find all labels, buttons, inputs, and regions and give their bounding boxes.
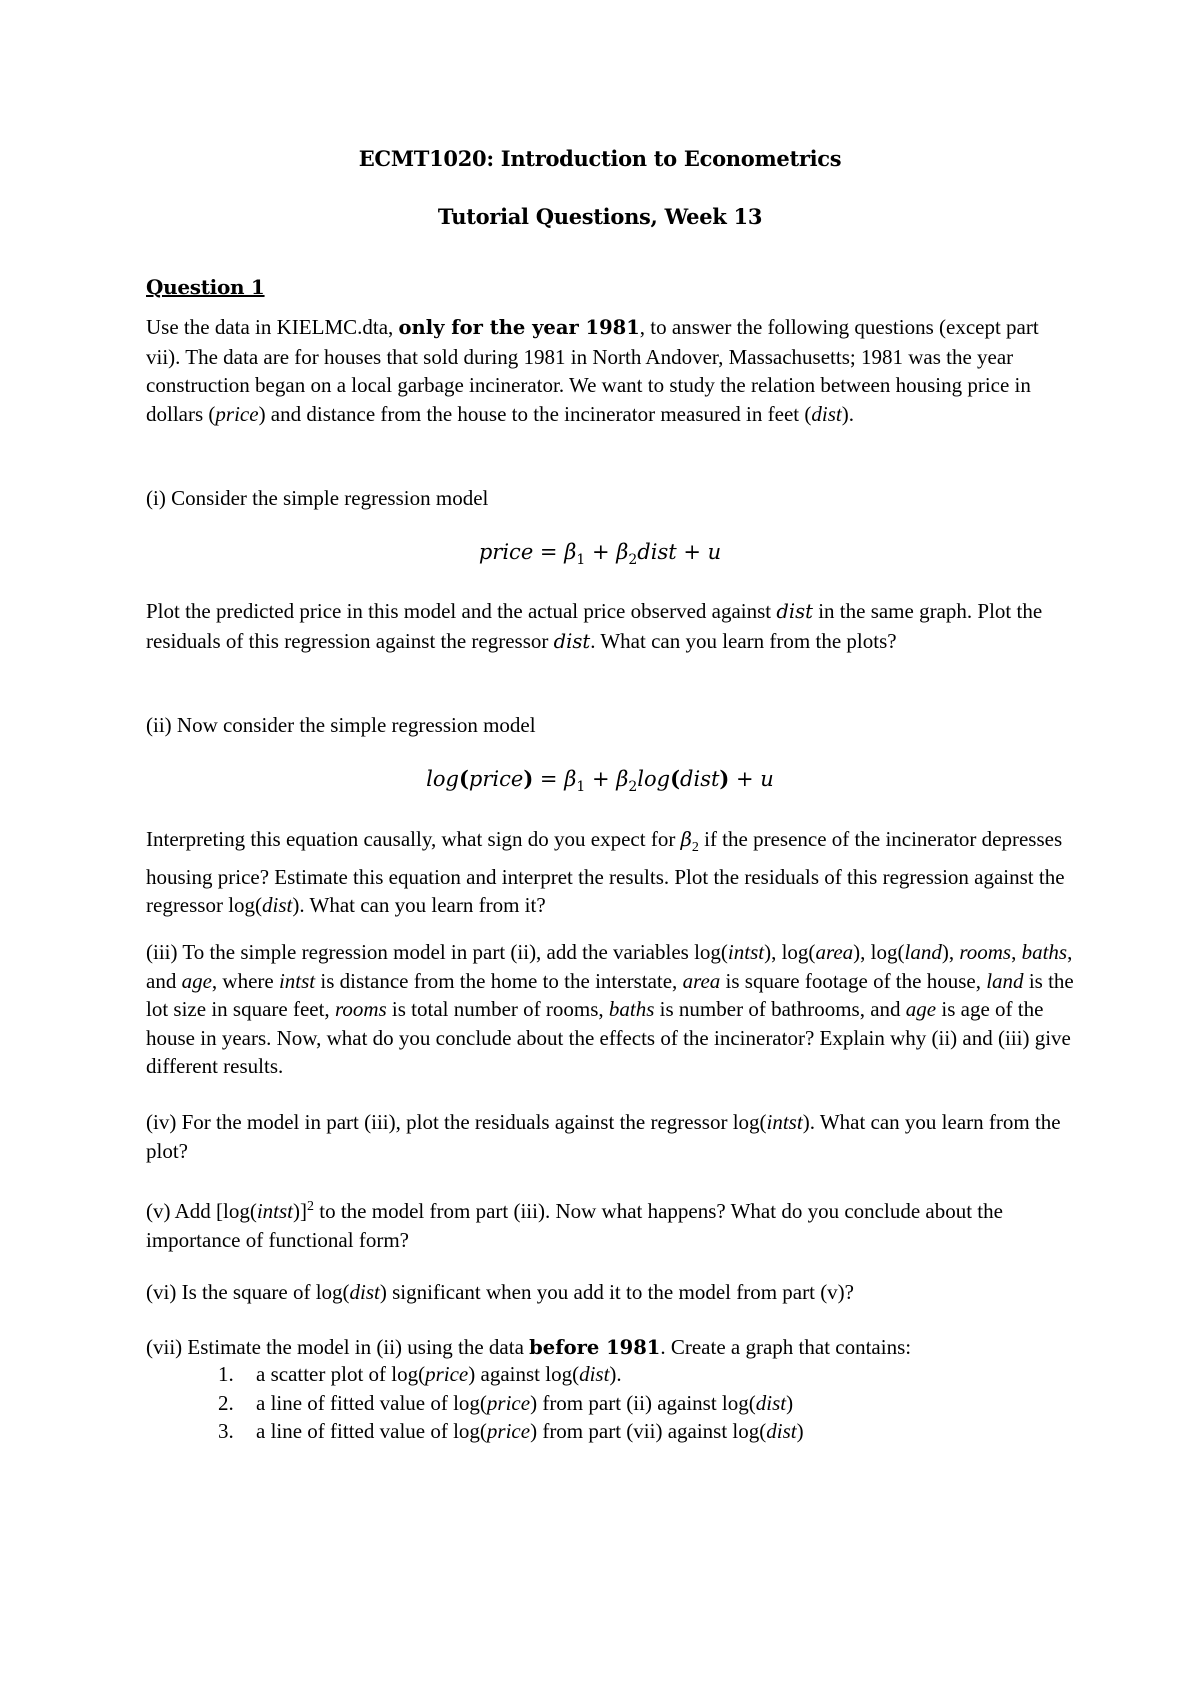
part-i-math-dist-2: dist [553, 629, 591, 653]
eq2-price: price [468, 767, 524, 791]
part-iii-text-2: ), log( [764, 940, 816, 964]
part-iii-var-intst-2: intst [278, 968, 316, 993]
part-i-body [146, 597, 1076, 656]
part-vi-var-dist: dist [349, 1280, 380, 1304]
list-item-number: 2. [218, 1390, 234, 1415]
part-iii-var-age: age [181, 968, 212, 993]
eq2-beta1-sub: 1 [576, 779, 586, 796]
intro-text-1: Use the data in KIELMC.dta, [146, 315, 399, 339]
list-item-var-price: price [486, 1419, 531, 1443]
list-item-text-1: a scatter plot of log( [256, 1362, 426, 1386]
eq1-equals: = [533, 540, 565, 564]
part-ii-body [146, 825, 1076, 920]
list-item [218, 1360, 804, 1389]
list-item-text-2: ) from part (ii) against log( [530, 1390, 756, 1415]
part-v-text-1: (v) Add [log( [146, 1199, 257, 1223]
list-item [218, 1389, 804, 1418]
part-i-text-3: . What can you learn from the plots? [590, 628, 897, 653]
list-item-text-2: ) against log( [468, 1362, 580, 1386]
eq1-plus1: + [585, 540, 617, 564]
part-iii-text-3: ), log( [853, 940, 905, 964]
eq1-lhs: price [478, 540, 534, 564]
part-iii-var-baths-2: baths [608, 997, 655, 1021]
part-iv-var-intst: intst [766, 1110, 803, 1134]
part-vii-body [146, 1333, 1076, 1363]
part-vii-text-1: (vii) Estimate the model in (ii) using the data [146, 1335, 530, 1359]
part-iii-var-rooms: rooms [959, 940, 1012, 964]
part-iii-text-6: , and [146, 940, 1078, 993]
list-item-text-3: ) [796, 1419, 804, 1443]
list-item-number: 3. [218, 1419, 234, 1443]
part-iii-text-10: is the lot size in square feet, [146, 968, 1079, 1021]
part-iii-text-9: is square footage of the house, [720, 968, 987, 993]
eq2-plus1: + [585, 767, 617, 791]
part-v-body [146, 1193, 1076, 1254]
list-item-text-1: a line of fitted value of log( [256, 1419, 487, 1443]
eq1-beta2-sub: 2 [628, 552, 638, 569]
equation-1 [0, 540, 1200, 568]
part-v-superscript: 2 [307, 1199, 315, 1214]
list-item-var-dist: dist [579, 1362, 610, 1386]
part-iii-text-13: is age of the house in years. Now, what do you conclude about the effects of the incinerator? Explain why (ii) and (iii) give different results. [146, 997, 1077, 1078]
eq2-u: u [760, 767, 774, 791]
part-vii-text-2: . Create a graph that contains: [660, 1335, 912, 1359]
part-v-var-intst: intst [256, 1199, 294, 1223]
part-iii-text-12: is number of bathrooms, and [654, 997, 906, 1021]
eq2-close-paren: ) [523, 766, 534, 791]
list-item [218, 1417, 804, 1446]
equation-2 [0, 766, 1200, 795]
part-iii-text-5: , [1011, 940, 1022, 964]
part-vii-bold-before: before 1981 [529, 1336, 661, 1359]
part-iii-var-intst: intst [727, 940, 765, 964]
list-item-var-price: price [486, 1390, 531, 1415]
eq2-dist: dist [680, 767, 720, 791]
part-iii-text-7: , where [211, 968, 279, 993]
intro-text-3: , to answer the following questions (except part vii). The data are for houses that sold during 1981 in North Andover, Massachusetts; 1981 was the year construction began on a local garbage incinerator. We want to study the relation between housing price in dollars ( [146, 315, 1044, 426]
part-v-text-2: )] [293, 1199, 308, 1223]
part-ii-math-beta2-sub: 2 [691, 840, 699, 856]
part-iii-text-8: is distance from the home to the interstate, [315, 968, 683, 993]
intro-text-5: ) and distance from the house to the incinerator measured in feet ( [258, 401, 812, 426]
eq2-log2: log [637, 767, 671, 791]
part-iii-var-land: land [904, 940, 942, 964]
part-vi-body [146, 1278, 1076, 1307]
part-ii-text-3: ). What can you learn from it? [292, 893, 546, 918]
eq2-log: log [426, 767, 459, 791]
intro-var-dist: dist [811, 401, 842, 426]
intro-var-price: price [215, 401, 259, 426]
part-i-math-dist-1: dist [776, 600, 813, 623]
list-item-text-3: ). [609, 1362, 622, 1386]
eq1-dist: dist [637, 540, 677, 564]
part-iii-var-baths: baths [1021, 940, 1068, 964]
list-item-var-price: price [425, 1362, 469, 1386]
part-iii-var-rooms-2: rooms [334, 997, 387, 1021]
intro-paragraph [146, 313, 1076, 428]
part-vi-text-2: ) significant when you add it to the model from part (v)? [379, 1280, 854, 1304]
eq1-beta2: β [616, 540, 629, 564]
part-iv-text-2: ). What can you learn from the plot? [146, 1110, 1066, 1163]
part-iii-body [146, 938, 1079, 1081]
part-iv-body [146, 1108, 1076, 1165]
part-iii-text-1: (iii) To the simple regression model in part (ii), add the variables log( [146, 940, 728, 964]
document-subtitle: Tutorial Questions, Week 13 [437, 204, 763, 229]
eq2-close-paren-2: ) [719, 766, 730, 791]
part-i-lead-text: (i) Consider the simple regression model [146, 486, 489, 510]
eq1-beta1: β [564, 540, 577, 564]
question-heading: Question 1 [146, 275, 265, 299]
list-item-text-1: a line of fitted value of log( [256, 1390, 487, 1415]
part-ii-text-2: if the presence of the incinerator depresses housing price? Estimate this equation and interpret the results. Plot the residuals of this regression against the regressor log( [146, 827, 1070, 918]
part-ii-lead-text: (ii) Now consider the simple regression model [146, 713, 536, 737]
part-iii-var-land-2: land [986, 968, 1024, 993]
eq1-u: u [707, 540, 722, 564]
part-iii-var-area: area [815, 940, 854, 964]
part-i-text-2: in the same graph. Plot the residuals of this regression against the regressor [146, 599, 1048, 653]
eq2-beta2-sub: 2 [628, 779, 638, 796]
list-item-var-dist: dist [755, 1390, 787, 1415]
part-ii-math-beta2: β [680, 828, 692, 851]
intro-text-7: ). [841, 401, 854, 426]
part-iii-var-age-2: age [905, 997, 937, 1021]
eq2-open-paren: ( [458, 766, 469, 791]
part-iii-text-11: is total number of rooms, [386, 997, 609, 1021]
eq2-plus2: + [729, 767, 761, 791]
list-item-var-dist: dist [766, 1419, 797, 1443]
eq2-beta2: β [616, 767, 629, 791]
part-vii-list [218, 1360, 804, 1446]
list-item-text-3: ) [786, 1390, 794, 1415]
part-iv-text-1: (iv) For the model in part (iii), plot the residuals against the regressor log( [146, 1110, 767, 1134]
part-iii-var-area-2: area [682, 968, 721, 993]
eq2-equals: = [533, 767, 565, 791]
part-i-text-1: Plot the predicted price in this model and the actual price observed against [146, 599, 777, 623]
document-title: ECMT1020: Introduction to Econometrics [358, 146, 842, 171]
part-ii-var-dist: dist [262, 893, 293, 918]
part-v-text-3: to the model from part (iii). Now what happens? What do you conclude about the importance of functional form? [146, 1199, 1009, 1252]
part-vi-text-1: (vi) Is the square of log( [146, 1280, 350, 1304]
part-i-lead [146, 484, 1076, 513]
eq1-beta1-sub: 1 [576, 552, 586, 569]
eq1-plus2: + [676, 540, 708, 564]
part-iii-text-4: ), [941, 940, 960, 964]
eq2-open-paren-2: ( [670, 766, 681, 791]
part-ii-lead [146, 711, 1076, 740]
intro-bold-year: only for the year 1981 [398, 316, 640, 339]
eq2-beta1: β [564, 767, 577, 791]
list-item-number: 1. [218, 1362, 234, 1386]
list-item-text-2: ) from part (vii) against log( [530, 1419, 767, 1443]
part-ii-text-1: Interpreting this equation causally, what sign do you expect for [146, 827, 681, 851]
